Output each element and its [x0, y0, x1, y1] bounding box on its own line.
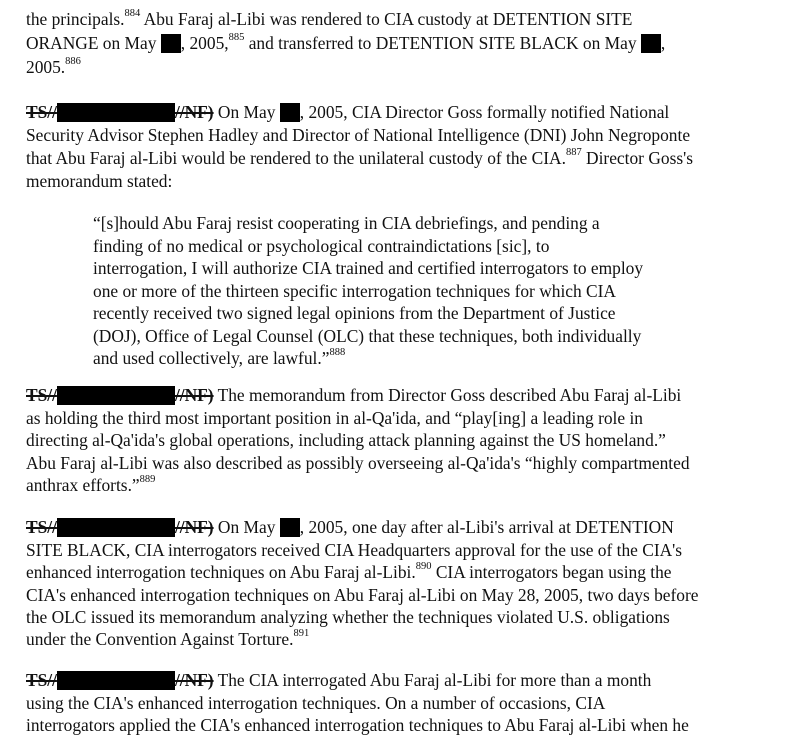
text-line: interrogators applied the CIA's enhanced interrogation techniques to Abu Faraj al-Libi when he [26, 715, 689, 735]
quote-line: finding of no medical or psychological contraindictations [sic], to [93, 236, 550, 256]
footnote-ref: 887 [565, 147, 582, 159]
text-line: TS// //NF) The CIA interrogated Abu Faraj al-Libi for more than a month [26, 670, 652, 690]
text-line: using the CIA's enhanced interrogation techniques. On a number of occasions, CIA [26, 693, 606, 713]
footnote-ref: 890 [415, 561, 432, 573]
text-line: TS// //NF) The memorandum from Director Goss described Abu Faraj al-Libi [26, 385, 682, 405]
redaction-box [57, 518, 175, 537]
text-line: ORANGE on May , 2005,$^{885}$ and transferred to DETENTION SITE BLACK on May , [26, 32, 666, 53]
text-line: anthrax efforts.”$^{889}$ [26, 474, 156, 495]
text-line: TS// //NF) On May , 2005, CIA Director Goss formally notified National [26, 102, 670, 122]
redaction-box [57, 386, 175, 405]
text-line: that Abu Faraj al-Libi would be rendered to the unilateral custody of the CIA.$^{887}$ Director Goss's [26, 147, 694, 168]
footnote-ref: 891 [293, 628, 310, 640]
quote-line: “[s]hould Abu Faraj resist cooperating in CIA debriefings, and pending a [93, 213, 600, 233]
classification-marking: TS// //NF) [26, 385, 214, 405]
text-line: under the Convention Against Torture.$^{891}$ [26, 628, 310, 649]
quote-line: interrogation, I will authorize CIA trained and certified interrogators to employ [93, 258, 644, 278]
text-line: SITE BLACK, CIA interrogators received CIA Headquarters approval for the use of the CIA's [26, 540, 683, 560]
quote-line: and used collectively, are lawful.”$^{888}$ [93, 347, 346, 368]
text-line: directing al-Qa'ida's global operations, including attack planning against the US homeland.” [26, 430, 666, 450]
redaction-box [280, 518, 300, 537]
footnote-ref: 888 [329, 347, 346, 359]
text-line: 2005.$^{886}$ [26, 56, 81, 77]
text-line: as holding the third most important position in al-Qa'ida, and “play[ing] a leading role in [26, 408, 643, 428]
redaction-box [161, 34, 181, 53]
footnote-ref: 889 [139, 474, 156, 486]
text-line: CIA's enhanced interrogation techniques on Abu Faraj al-Libi on May 28, 2005, two days before [26, 585, 699, 605]
text-line: Security Advisor Stephen Hadley and Director of National Intelligence (DNI) John Negroponte [26, 125, 691, 145]
classification-marking: TS// //NF) [26, 517, 214, 537]
quote-line: recently received two signed legal opinions from the Department of Justice [93, 303, 616, 323]
quote-line: (DOJ), Office of Legal Counsel (OLC) that these techniques, both individually [93, 326, 642, 346]
redaction-box [57, 103, 175, 122]
redaction-box [280, 103, 300, 122]
text-line: the OLC issued its memorandum analyzing whether the techniques violated U.S. obligations [26, 607, 670, 627]
classification-marking: TS// //NF) [26, 102, 214, 122]
text-line: memorandum stated: [26, 171, 173, 191]
text-line: Abu Faraj al-Libi was also described as possibly overseeing al-Qa'ida's “highly compartmented [26, 453, 690, 473]
footnote-ref: 885 [228, 32, 245, 44]
redaction-box [641, 34, 661, 53]
footnote-ref: 884 [124, 8, 141, 20]
text-line: the principals.$^{884}$ Abu Faraj al-Libi was rendered to CIA custody at DETENTION SITE [26, 8, 633, 29]
quote-line: one or more of the thirteen specific interrogation techniques for which CIA [93, 281, 616, 301]
text-line: enhanced interrogation techniques on Abu Faraj al-Libi.$^{890}$ CIA interrogators began using the [26, 561, 672, 582]
redaction-box [57, 671, 175, 690]
footnote-ref: 886 [65, 56, 81, 68]
text-line: TS// //NF) On May , 2005, one day after al-Libi's arrival at DETENTION [26, 517, 674, 537]
classification-marking: TS// //NF) [26, 670, 214, 690]
